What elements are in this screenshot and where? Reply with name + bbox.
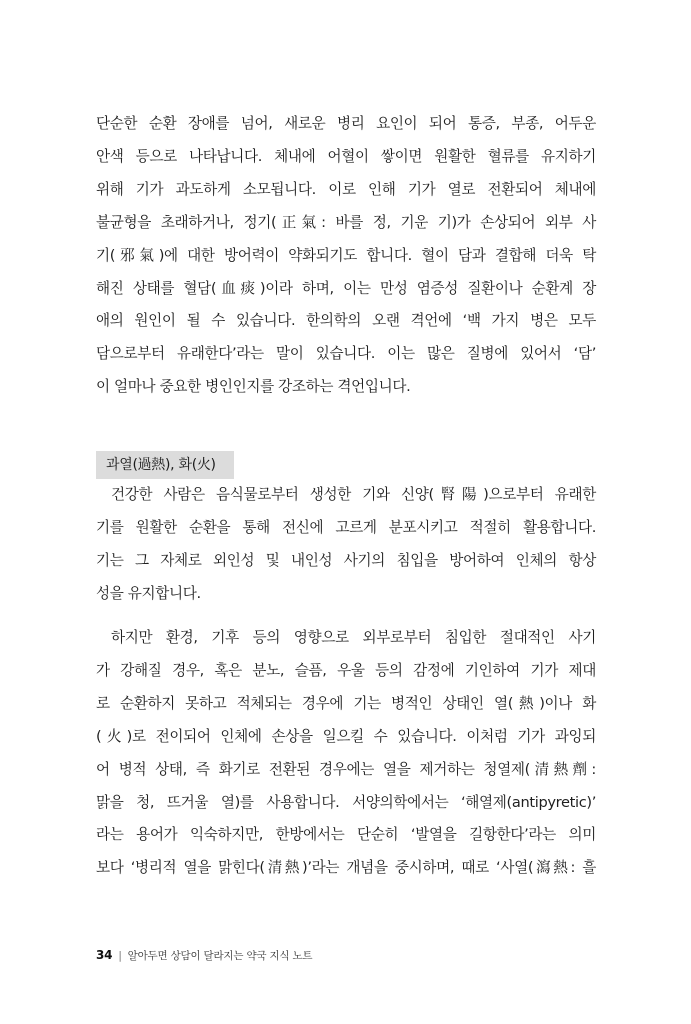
text-line: 이 얼마나 중요한 병인인지를 강조하는 격언입니다. (96, 378, 411, 396)
text-line: 맑을 청, 뜨거울 열)를 사용합니다. 서양의학에서는 ‘해열제(antipyretic)’ (96, 793, 596, 811)
text-line: 단순한 순환 장애를 넘어, 새로운 병리 요인이 되어 통증, 부종, 어두운 (96, 115, 596, 132)
text-line: 담으로부터 유래한다’라는 말이 있습니다. 이는 많은 질병에 있어서 ‘담’ (96, 345, 596, 363)
page-footer (96, 948, 312, 963)
page-number: 34 (96, 948, 113, 962)
text-line: 로 순환하지 못하고 적체되는 경우에 기는 병적인 상태인 열(熱)이나 화 (96, 694, 596, 712)
text-line: 라는 용어가 익숙하지만, 한방에서는 단순히 ‘발열을 길항한다’라는 의미 (96, 826, 596, 844)
text-line: 건강한 사람은 음식물로부터 생성한 기와 신양(腎陽)으로부터 유래한 (111, 486, 596, 503)
text-line: 안색 등으로 나타납니다. 체내에 어혈이 쌓이면 원활한 혈류를 유지하기 (96, 147, 596, 165)
body-paragraph (96, 479, 596, 611)
text-line: 해진 상태를 혈담(血痰)이라 하며, 이는 만성 염증성 질환이나 순환계 장 (96, 279, 596, 297)
text-line: 기를 원활한 순환을 통해 전신에 고르게 분포시키고 적절히 활용합니다. (96, 518, 596, 536)
body-paragraph (96, 622, 596, 885)
text-line: 하지만 환경, 기후 등의 영향으로 외부로부터 침입한 절대적인 사기 (111, 629, 596, 646)
intro-paragraph (96, 108, 596, 404)
footer-separator: | (118, 950, 122, 962)
text-line: 불균형을 초래하거나, 정기(正氣: 바를 정, 기운 기)가 손상되어 외부 사 (96, 213, 596, 231)
text-line: 위해 기가 과도하게 소모됩니다. 이로 인해 기가 열로 전환되어 체내에 (96, 180, 596, 198)
text-line: 기는 그 자체로 외인성 및 내인성 사기의 침입을 방어하여 인체의 항상 (96, 551, 596, 569)
text-line: 성을 유지합니다. (96, 584, 201, 602)
book-title: 알아두면 상담이 달라지는 약국 지식 노트 (127, 950, 313, 962)
text-line: 보다 ‘병리적 열을 맑힌다(清熱)’라는 개념을 중시하며, 때로 ‘사열(瀉熱: 흘 (96, 859, 596, 877)
section-heading: 과열(過熱), 화(火) (96, 451, 234, 479)
text-line: 기(邪氣)에 대한 방어력이 약화되기도 합니다. 혈이 담과 결합해 더욱 탁 (96, 246, 596, 264)
text-line: 애의 원인이 될 수 있습니다. 한의학의 오랜 격언에 ‘백 가지 병은 모두 (96, 312, 596, 330)
text-line: 가 강해질 경우, 혹은 분노, 슬픔, 우울 등의 감정에 기인하여 기가 제대 (96, 661, 596, 679)
text-line: (火)로 전이되어 인체에 손상을 일으킬 수 있습니다. 이처럼 기가 과잉되 (96, 727, 596, 745)
text-line: 어 병적 상태, 즉 화기로 전환된 경우에는 열을 제거하는 청열제(清熱劑: (96, 760, 596, 778)
